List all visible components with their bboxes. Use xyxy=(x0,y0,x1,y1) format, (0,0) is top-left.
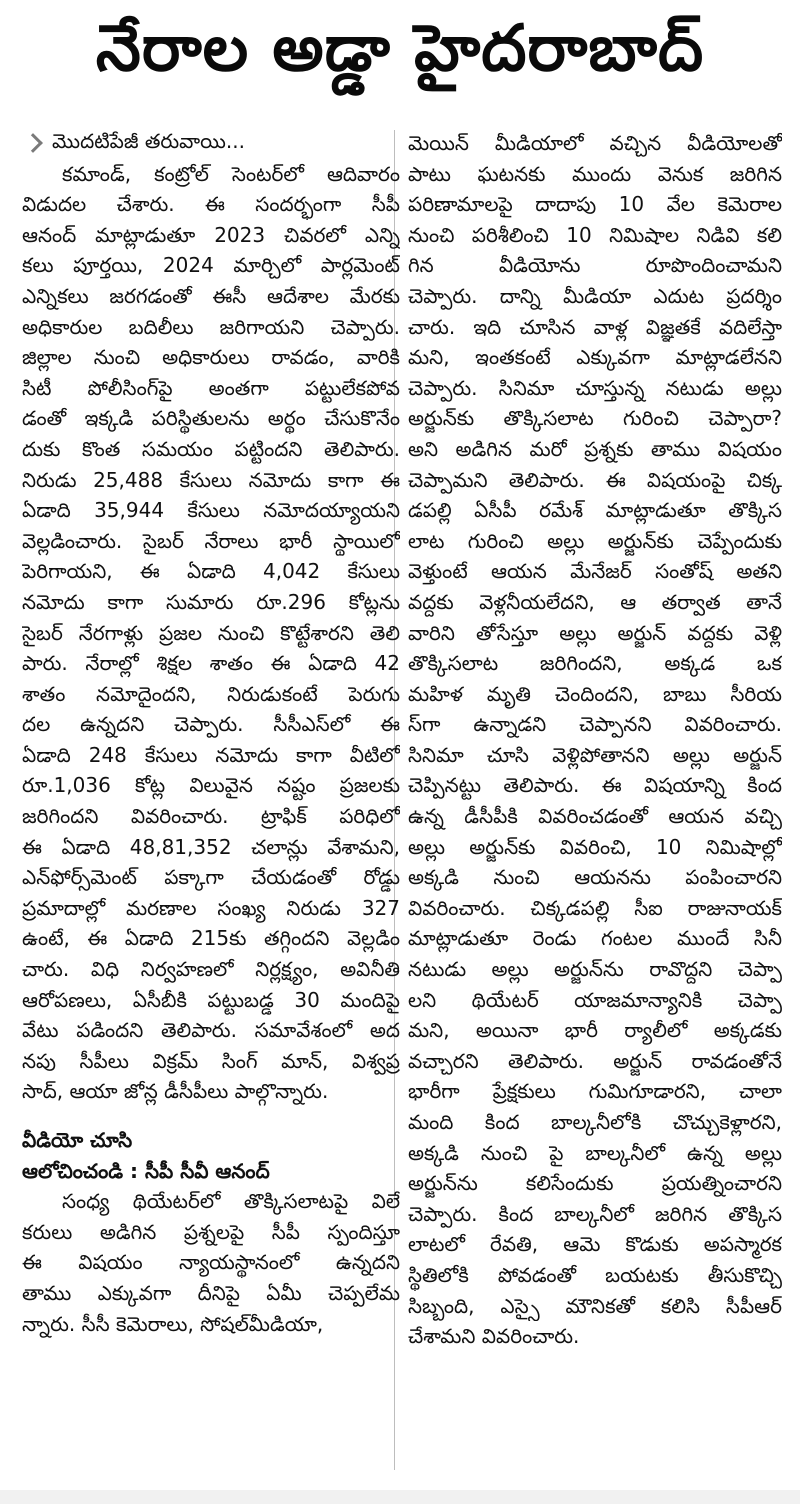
text-line: వచ్చారని తెలిపారు. అర్జున్ రావడంతోనే xyxy=(408,1048,782,1073)
text-line: అల్లు అర్జున్‌కు వివరించి, 10 నిమిషాల్లో xyxy=(408,834,782,859)
text-line: నుంచి పరిశీలించి 10 నిమిషాల నిడివి కలి xyxy=(408,222,782,247)
text-line: ఈ విషయం న్యాయస్థానంలో ఉన్నదని xyxy=(22,1250,400,1275)
text-line: రూ.1,036 కోట్ల విలువైన నష్టం ప్రజలకు xyxy=(22,773,400,798)
text-line: పెరిగాయని, ఈ ఏడాది 4,042 కేసులు xyxy=(22,559,400,584)
text-line: జరిగిందని వివరించారు. ట్రాఫిక్ పరిధిలో xyxy=(22,804,400,829)
left-column xyxy=(22,128,400,1339)
text-line: చెప్పారు. సినిమా చూస్తున్న నటుడు అల్లు xyxy=(408,375,782,400)
text-line: చెప్పారు. దాన్ని మీడియా ఎదుట ప్రదర్శిం xyxy=(408,283,782,308)
text-line: స్‌గా ఉన్నాడని చెప్పానని వివరించారు. xyxy=(408,712,782,737)
text-line: కమాండ్, కంట్రోల్ సెంటర్‌లో ఆదివారం xyxy=(62,161,400,186)
text-line: వేటు పడిందని తెలిపారు. సమావేశంలో అద xyxy=(22,1018,400,1043)
text-line: చెప్పినట్టు తెలిపారు. ఈ విషయాన్ని కింద xyxy=(408,773,782,798)
text-line: అధికారుల బదిలీలు జరిగాయని చెప్పారు. xyxy=(22,314,400,339)
subheading-line-1: వీడియో చూసి xyxy=(22,1128,133,1152)
text-line: ఉంటే, ఈ ఏడాది 215కు తగ్గిందని వెల్లడిం xyxy=(22,926,400,951)
text-line: నపు సీపీలు విక్రమ్ సింగ్ మాన్, విశ్వప్ర xyxy=(22,1048,400,1073)
text-line: వెల్లడించారు. సైబర్ నేరాలు భారీ స్థాయిలో xyxy=(22,528,400,553)
text-line: పరిణామాలపై దాదాపు 10 వేల కెమెరాల xyxy=(408,192,782,217)
page-bottom-strip xyxy=(0,1490,800,1504)
text-line: డంతో ఇక్కడి పరిస్థితులను అర్థం చేసుకొనేం xyxy=(22,406,400,431)
continued-from-text: మొదటిపేజీ తరువాయి... xyxy=(52,128,245,153)
text-line: అని అడిగిన మరో ప్రశ్నకు తాము విషయం xyxy=(408,436,782,461)
text-line: లాటలో రేవతి, ఆమె కొడుకు అపస్మారక xyxy=(408,1232,782,1257)
text-line: నమోదు కాగా సుమారు రూ.296 కోట్లను xyxy=(22,589,400,614)
text-line: మంది కింద బాల్కనీలోకి చొచ్చుకెళ్లారని, xyxy=(408,1110,782,1134)
text-line: వద్దకు వెళ్లనీయలేదని, ఆ తర్వాత తానే xyxy=(408,589,782,614)
text-line: తాము ఎక్కువగా దీనిపై ఏమీ చెప్పలేమ xyxy=(22,1280,400,1305)
section-gap xyxy=(22,1107,400,1125)
text-line: మహిళ మృతి చెందిందని, బాబు సీరియ xyxy=(408,681,782,706)
text-line: గిన వీడియోను రూపొందించామని xyxy=(408,253,782,278)
text-line: ఈ ఏడాది 48,81,352 చలాన్లు వేశామని, xyxy=(22,834,400,859)
text-line: సంధ్య థియేటర్‌లో తొక్కిసలాటపై విలే xyxy=(62,1189,400,1214)
text-line: శాతం నమోదైందని, నిరుడుకంటే పెరుగు xyxy=(22,681,400,706)
text-line: కలు పూర్తయి, 2024 మార్చిలో పార్లమెంట్ xyxy=(22,253,400,278)
text-line: ఏడాది 35,944 కేసులు నమోదయ్యాయని xyxy=(22,498,400,523)
text-line: మని, ఇంతకంటే ఎక్కువగా మాట్లాడలేనని xyxy=(408,345,782,370)
text-line: చారు. ఇది చూసిన వాళ్ల విజ్ఞతకే వదిలేస్తా xyxy=(408,314,782,339)
text-line: జిల్లాల నుంచి అధికారులు రావడం, వారికి xyxy=(22,345,400,370)
text-line: ప్రమాదాల్లో మరణాల సంఖ్య నిరుడు 327 xyxy=(22,895,400,920)
text-line: న్నారు. సీసీ కెమెరాలు, సోషల్‌మీడియా, xyxy=(22,1311,324,1336)
text-line: చెప్పారు. కింద బాల్కనీలో జరిగిన తొక్కిస xyxy=(408,1201,782,1226)
text-line: అర్జున్‌ను కలిసేందుకు ప్రయత్నించారని xyxy=(408,1171,782,1196)
headline: నేరాల అడ్డా హైదరాబాద్ xyxy=(95,11,705,86)
right-paragraph xyxy=(408,128,782,1352)
text-line: అక్కడి నుంచి పై బాల్కనీలో ఉన్న అల్లు xyxy=(408,1140,782,1165)
text-line: చారు. విధి నిర్వహణలో నిర్లక్ష్యం, అవినీతి xyxy=(22,957,400,982)
text-line: నిరుడు 25,488 కేసులు నమోదు కాగా ఈ xyxy=(22,467,400,492)
text-line: సైబర్ నేరగాళ్లు ప్రజల నుంచి కొట్టేశారని తెలి xyxy=(22,620,400,645)
text-line: ఆరోపణలు, ఏసీబీకి పట్టుబడ్డ 30 మందిపై xyxy=(22,987,400,1012)
text-line: చేశామని వివరించారు. xyxy=(408,1324,580,1349)
text-line: సినిమా చూసి వెళ్లిపోతానని అల్లు అర్జున్ xyxy=(408,742,782,767)
text-line: స్థితిలోకి పోవడంతో బయటకు తీసుకొచ్చి xyxy=(408,1262,782,1287)
continued-marker xyxy=(22,128,400,159)
text-line: దల ఉన్నదని చెప్పారు. సీసీఎస్‌లో ఈ xyxy=(22,712,400,737)
text-line: కరులు అడిగిన ప్రశ్నలపై సీపీ స్పందిస్తూ xyxy=(22,1219,400,1244)
text-line: ఎన్నికలు జరగడంతో ఈసీ ఆదేశాల మేరకు xyxy=(22,283,400,308)
text-line: సాద్, ఆయా జోన్ల డీసీపీలు పాల్గొన్నారు. xyxy=(22,1079,329,1104)
text-line: చెప్పామని తెలిపారు. ఈ విషయంపై చిక్క xyxy=(408,467,782,492)
text-line: ఉన్న డీసీపీకి వివరించడంతో ఆయన వచ్చి xyxy=(408,804,782,829)
text-line: తొక్కిసలాట జరిగిందని, అక్కడ ఒక xyxy=(408,651,782,676)
text-line: లని థియేటర్ యాజమాన్యానికి చెప్పా xyxy=(408,987,782,1012)
text-line: అర్జున్‌కు తొక్కిసలాట గురించి చెప్పారా? xyxy=(408,406,782,431)
text-line: పాటు ఘటనకు ముందు వెనుక జరిగిన xyxy=(408,161,782,186)
text-line: సిటీ పోలీసింగ్‌పై అంతగా పట్టులేకపోవ xyxy=(22,375,400,400)
text-line: భారీగా ప్రేక్షకులు గుమిగూడారని, చాలా xyxy=(408,1079,782,1104)
text-line: మని, అయినా భారీ ర్యాలీలో అక్కడకు xyxy=(408,1018,782,1043)
text-line: వారిని తోసేస్తూ అల్లు అర్జున్ వద్దకు వెళ్లి xyxy=(408,620,782,645)
text-line: మెయిన్ మీడియాలో వచ్చిన వీడియోలతో xyxy=(408,131,782,155)
text-line: లాట గురించి అల్లు అర్జున్‌కు చెప్పేందుకు xyxy=(408,528,782,553)
left-paragraph-1 xyxy=(22,159,400,1107)
text-line: ఆనంద్ మాట్లాడుతూ 2023 చివరలో ఎన్ని xyxy=(22,222,400,247)
text-line: అక్కడి నుంచి ఆయనను పంపించారని xyxy=(408,865,782,890)
subheading-line-2: ఆలోచించండి : సీపీ సీవీ ఆనంద్ xyxy=(22,1158,270,1183)
text-line: ఎన్‌ఫోర్స్‌మెంట్ పక్కాగా చేయడంతో రోడ్డు xyxy=(22,865,400,890)
text-line: పారు. నేరాల్లో శిక్షల శాతం ఈ ఏడాది 42 xyxy=(22,651,400,676)
text-line: వివరించారు. చిక్కడపల్లి సీఐ రాజునాయక్ xyxy=(408,895,782,920)
text-line: డపల్లి ఏసీపీ రమేశ్ మాట్లాడుతూ తొక్కిస xyxy=(408,498,782,523)
text-line: వెళ్తుంటే ఆయన మేనేజర్ సంతోష్ అతని xyxy=(408,559,782,584)
text-line: విడుదల చేశారు. ఈ సందర్భంగా సీపీ xyxy=(22,192,400,217)
chevron-right-icon xyxy=(23,133,43,153)
text-line: నటుడు అల్లు అర్జున్‌ను రావొద్దని చెప్పా xyxy=(408,957,782,982)
text-line: దుకు కొంత సమయం పట్టిందని తెలిపారు. xyxy=(22,436,400,461)
right-column xyxy=(408,128,782,1352)
text-line: ఏడాది 248 కేసులు నమోదు కాగా వీటిలో xyxy=(22,742,400,767)
left-paragraph-2 xyxy=(22,1186,400,1339)
text-line: మాట్లాడుతూ రెండు గంటల ముందే సినీ xyxy=(408,926,782,951)
text-line: సిబ్బంది, ఎస్సై మౌనికతో కలిసి సీపీఆర్ xyxy=(408,1293,782,1318)
